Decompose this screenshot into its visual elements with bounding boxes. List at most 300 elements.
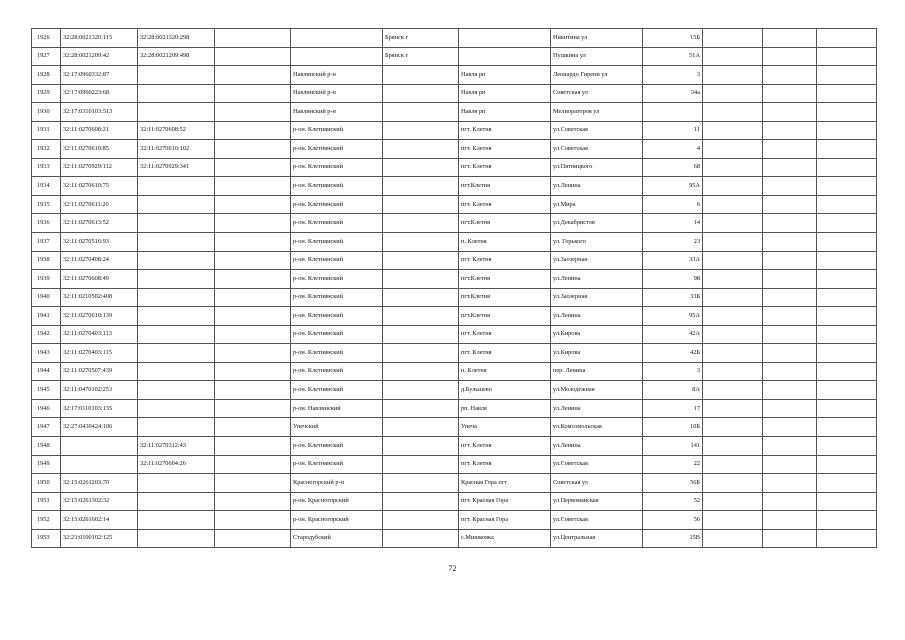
parent-cadastral-number-cell — [138, 103, 215, 122]
table-row — [32, 288, 877, 307]
extra-field-4-cell — [817, 233, 877, 252]
house-number-cell: 68 — [643, 158, 703, 177]
street-cell: ул.Советская — [551, 121, 643, 140]
row-number-cell: 1935 — [32, 195, 61, 214]
row-number-cell: 1947 — [32, 418, 61, 437]
house-number-cell: 4 — [643, 140, 703, 159]
house-number-cell: 22 — [643, 455, 703, 474]
settlement-cell: пгт.Клетня — [459, 288, 551, 307]
house-number-cell: 42А — [643, 325, 703, 344]
parent-cadastral-number-cell — [138, 84, 215, 103]
extra-field-3-cell — [763, 529, 817, 548]
settlement-cell: п. Клетня — [459, 233, 551, 252]
extra-field-2-cell — [703, 121, 763, 140]
extra-field-4-cell — [817, 325, 877, 344]
city-cell — [383, 325, 459, 344]
cadastral-number-cell: 32:27:0430424:106 — [61, 418, 138, 437]
extra-field-2-cell — [703, 381, 763, 400]
street-cell: ул.Заозерная — [551, 288, 643, 307]
house-number-cell: 23 — [643, 233, 703, 252]
extra-field-3-cell — [763, 195, 817, 214]
extra-field-3-cell — [763, 103, 817, 122]
district-cell: р-он. Клетнянский — [291, 381, 383, 400]
settlement-cell: пгт. Красная Гора — [459, 492, 551, 511]
parent-cadastral-number-cell: 32:11:0270608:52 — [138, 121, 215, 140]
parent-cadastral-number-cell: 32:28:0021320:298 — [138, 29, 215, 48]
settlement-cell: пгт.Клетня — [459, 177, 551, 196]
street-cell: ул.Комсомольская — [551, 418, 643, 437]
extra-field-4-cell — [817, 195, 877, 214]
cadastral-number-cell: 32:11:0270610:75 — [61, 177, 138, 196]
settlement-cell: Навля рп — [459, 66, 551, 85]
parent-cadastral-number-cell — [138, 474, 215, 493]
parent-cadastral-number-cell — [138, 381, 215, 400]
district-cell: р-он. Клетнянский — [291, 251, 383, 270]
row-number-cell: 1934 — [32, 177, 61, 196]
extra-field-3-cell — [763, 177, 817, 196]
extra-field-3-cell — [763, 270, 817, 289]
extra-field-3-cell — [763, 251, 817, 270]
extra-field-3-cell — [763, 325, 817, 344]
extra-field-4-cell — [817, 140, 877, 159]
street-cell: Советская ул — [551, 84, 643, 103]
extra-field-2-cell — [703, 418, 763, 437]
district-cell: р-он. Клетнянский — [291, 288, 383, 307]
table-row — [32, 511, 877, 530]
row-number-cell: 1928 — [32, 66, 61, 85]
row-number-cell: 1937 — [32, 233, 61, 252]
extra-field-4-cell — [817, 492, 877, 511]
house-number-cell: 33Б — [643, 288, 703, 307]
cadastral-number-cell: 32:15:0261302:32 — [61, 492, 138, 511]
street-cell: ул.Молодежная — [551, 381, 643, 400]
extra-field-cell — [215, 270, 291, 289]
house-number-cell: 34а — [643, 84, 703, 103]
cadastral-number-cell: 32:11:0270507:439 — [61, 362, 138, 381]
extra-field-cell — [215, 492, 291, 511]
extra-field-4-cell — [817, 158, 877, 177]
street-cell: ул.Советская — [551, 140, 643, 159]
extra-field-cell — [215, 325, 291, 344]
district-cell: р-он. Клетнянский — [291, 140, 383, 159]
cadastral-number-cell: 32:17:0310103:513 — [61, 103, 138, 122]
extra-field-4-cell — [817, 437, 877, 456]
row-number-cell: 1927 — [32, 47, 61, 66]
extra-field-4-cell — [817, 270, 877, 289]
district-cell: р-он. Клетнянский — [291, 158, 383, 177]
district-cell: Унечский — [291, 418, 383, 437]
cadastral-number-cell: 32:11:0270408:24 — [61, 251, 138, 270]
extra-field-cell — [215, 66, 291, 85]
district-cell: р-он. Клетнянский — [291, 270, 383, 289]
table-row — [32, 474, 877, 493]
extra-field-4-cell — [817, 455, 877, 474]
cadastral-number-cell: 32:11:0270611:20 — [61, 195, 138, 214]
row-number-cell: 1929 — [32, 84, 61, 103]
street-cell: ул.Кирова — [551, 344, 643, 363]
extra-field-cell — [215, 195, 291, 214]
extra-field-3-cell — [763, 158, 817, 177]
extra-field-2-cell — [703, 288, 763, 307]
extra-field-4-cell — [817, 47, 877, 66]
extra-field-2-cell — [703, 437, 763, 456]
house-number-cell: 11 — [643, 121, 703, 140]
district-cell: р-он. Клетнянский — [291, 177, 383, 196]
city-cell — [383, 307, 459, 326]
city-cell — [383, 492, 459, 511]
extra-field-cell — [215, 140, 291, 159]
row-number-cell: 1945 — [32, 381, 61, 400]
parent-cadastral-number-cell — [138, 344, 215, 363]
house-number-cell — [643, 103, 703, 122]
extra-field-2-cell — [703, 529, 763, 548]
house-number-cell: 52 — [643, 492, 703, 511]
parent-cadastral-number-cell — [138, 195, 215, 214]
district-cell: р-он. Клетнянский — [291, 233, 383, 252]
extra-field-4-cell — [817, 214, 877, 233]
parent-cadastral-number-cell: 32:11:0270604:26 — [138, 455, 215, 474]
extra-field-cell — [215, 121, 291, 140]
row-number-cell: 1951 — [32, 492, 61, 511]
cadastral-number-cell: 32:17:0960223:68 — [61, 84, 138, 103]
extra-field-4-cell — [817, 399, 877, 418]
page-number: 72 — [448, 564, 457, 573]
extra-field-cell — [215, 307, 291, 326]
settlement-cell: с.Мишковка — [459, 529, 551, 548]
extra-field-2-cell — [703, 362, 763, 381]
cadastral-number-cell: 32:15:0261203:70 — [61, 474, 138, 493]
table-row — [32, 29, 877, 48]
extra-field-4-cell — [817, 529, 877, 548]
table-row — [32, 492, 877, 511]
street-cell: ул.Центральная — [551, 529, 643, 548]
row-number-cell: 1931 — [32, 121, 61, 140]
district-cell — [291, 47, 383, 66]
extra-field-4-cell — [817, 307, 877, 326]
parent-cadastral-number-cell: 32:28:0021209:498 — [138, 47, 215, 66]
table-row — [32, 84, 877, 103]
row-number-cell: 1950 — [32, 474, 61, 493]
extra-field-2-cell — [703, 307, 763, 326]
street-cell: Леонардо Гирени ул — [551, 66, 643, 85]
extra-field-2-cell — [703, 474, 763, 493]
extra-field-cell — [215, 511, 291, 530]
extra-field-2-cell — [703, 66, 763, 85]
extra-field-3-cell — [763, 362, 817, 381]
settlement-cell: пгт.Клетня — [459, 307, 551, 326]
district-cell: Навлинский р-н — [291, 66, 383, 85]
parent-cadastral-number-cell — [138, 529, 215, 548]
house-number-cell: 3 — [643, 362, 703, 381]
house-number-cell: 3 — [643, 66, 703, 85]
table-row — [32, 344, 877, 363]
extra-field-cell — [215, 103, 291, 122]
house-number-cell: 8А — [643, 381, 703, 400]
city-cell — [383, 455, 459, 474]
parent-cadastral-number-cell — [138, 307, 215, 326]
city-cell — [383, 362, 459, 381]
settlement-cell: Унеча — [459, 418, 551, 437]
table-row — [32, 381, 877, 400]
district-cell: р-он. Клетнянский — [291, 214, 383, 233]
street-cell: ул.Ленина — [551, 177, 643, 196]
extra-field-3-cell — [763, 47, 817, 66]
city-cell — [383, 344, 459, 363]
extra-field-2-cell — [703, 29, 763, 48]
street-cell: ул.Мира — [551, 195, 643, 214]
city-cell — [383, 177, 459, 196]
city-cell — [383, 399, 459, 418]
street-cell: Никитина ул — [551, 29, 643, 48]
settlement-cell: пгт.Клетня — [459, 270, 551, 289]
house-number-cell: 15Б — [643, 29, 703, 48]
city-cell: Брянск г — [383, 29, 459, 48]
extra-field-3-cell — [763, 399, 817, 418]
extra-field-2-cell — [703, 195, 763, 214]
table-row — [32, 158, 877, 177]
table-row — [32, 418, 877, 437]
address-table-sheet — [31, 28, 876, 543]
city-cell — [383, 214, 459, 233]
street-cell: ул.Первомайская — [551, 492, 643, 511]
table-row — [32, 251, 877, 270]
house-number-cell: 15В — [643, 529, 703, 548]
district-cell: р-он. Клетнянский — [291, 195, 383, 214]
address-table — [31, 28, 877, 548]
extra-field-4-cell — [817, 66, 877, 85]
street-cell: ул.Ленина — [551, 270, 643, 289]
extra-field-2-cell — [703, 455, 763, 474]
city-cell — [383, 121, 459, 140]
extra-field-3-cell — [763, 121, 817, 140]
city-cell — [383, 103, 459, 122]
parent-cadastral-number-cell — [138, 233, 215, 252]
extra-field-2-cell — [703, 270, 763, 289]
parent-cadastral-number-cell — [138, 418, 215, 437]
district-cell: р-он. Клетнянский — [291, 121, 383, 140]
table-row — [32, 270, 877, 289]
city-cell — [383, 474, 459, 493]
extra-field-2-cell — [703, 214, 763, 233]
settlement-cell — [459, 47, 551, 66]
row-number-cell: 1949 — [32, 455, 61, 474]
district-cell: р-он. Навлинский — [291, 399, 383, 418]
table-row — [32, 529, 877, 548]
settlement-cell: Красная Гора пгт — [459, 474, 551, 493]
table-row — [32, 307, 877, 326]
parent-cadastral-number-cell — [138, 492, 215, 511]
extra-field-2-cell — [703, 399, 763, 418]
row-number-cell: 1938 — [32, 251, 61, 270]
house-number-cell: 98 — [643, 270, 703, 289]
street-cell: ул.Советская — [551, 455, 643, 474]
extra-field-2-cell — [703, 233, 763, 252]
extra-field-3-cell — [763, 381, 817, 400]
street-cell: ул.Ленина — [551, 437, 643, 456]
extra-field-4-cell — [817, 29, 877, 48]
cadastral-number-cell: 32:11:0270929:112 — [61, 158, 138, 177]
city-cell — [383, 418, 459, 437]
row-number-cell: 1930 — [32, 103, 61, 122]
extra-field-cell — [215, 418, 291, 437]
house-number-cell: 56 — [643, 511, 703, 530]
parent-cadastral-number-cell — [138, 288, 215, 307]
extra-field-3-cell — [763, 84, 817, 103]
house-number-cell: 33А — [643, 251, 703, 270]
cadastral-number-cell: 32:15:0261602:14 — [61, 511, 138, 530]
table-row — [32, 362, 877, 381]
row-number-cell: 1942 — [32, 325, 61, 344]
table-row — [32, 325, 877, 344]
extra-field-3-cell — [763, 474, 817, 493]
house-number-cell: 95А — [643, 307, 703, 326]
parent-cadastral-number-cell: 32:11:0270312:43 — [138, 437, 215, 456]
extra-field-2-cell — [703, 325, 763, 344]
street-cell: ул.Декабристов — [551, 214, 643, 233]
settlement-cell: Навля рп — [459, 84, 551, 103]
row-number-cell: 1926 — [32, 29, 61, 48]
extra-field-cell — [215, 47, 291, 66]
table-row — [32, 195, 877, 214]
city-cell — [383, 233, 459, 252]
settlement-cell: д.Бульшево — [459, 381, 551, 400]
district-cell: р-он. Клетнянский — [291, 307, 383, 326]
house-number-cell: 6 — [643, 195, 703, 214]
table-row — [32, 437, 877, 456]
table-row — [32, 455, 877, 474]
table-row — [32, 140, 877, 159]
settlement-cell: пгт.Клетня — [459, 214, 551, 233]
district-cell: Навлинский р-н — [291, 84, 383, 103]
table-body — [32, 29, 877, 548]
extra-field-cell — [215, 474, 291, 493]
settlement-cell: пгт. Клетня — [459, 195, 551, 214]
cadastral-number-cell: 32:11:0470102:253 — [61, 381, 138, 400]
city-cell — [383, 158, 459, 177]
city-cell: Брянск г — [383, 47, 459, 66]
street-cell: Мелиораторов ул — [551, 103, 643, 122]
street-cell: ул.Заозерная — [551, 251, 643, 270]
district-cell: р-он. Клетнянский — [291, 344, 383, 363]
extra-field-cell — [215, 437, 291, 456]
extra-field-cell — [215, 29, 291, 48]
extra-field-cell — [215, 158, 291, 177]
district-cell — [291, 29, 383, 48]
settlement-cell: пгт. Клетня — [459, 158, 551, 177]
table-row — [32, 66, 877, 85]
extra-field-3-cell — [763, 214, 817, 233]
district-cell: Красногорский р-н — [291, 474, 383, 493]
table-row — [32, 121, 877, 140]
extra-field-3-cell — [763, 344, 817, 363]
cadastral-number-cell: 32:28:0021320:115 — [61, 29, 138, 48]
extra-field-4-cell — [817, 418, 877, 437]
parent-cadastral-number-cell: 32:11:0270929:341 — [138, 158, 215, 177]
table-row — [32, 214, 877, 233]
city-cell — [383, 288, 459, 307]
extra-field-4-cell — [817, 121, 877, 140]
parent-cadastral-number-cell: 32:11:0270610:102 — [138, 140, 215, 159]
district-cell: р-он. Клетнянский — [291, 437, 383, 456]
district-cell: р-он. Красногорский — [291, 511, 383, 530]
cadastral-number-cell: 32:11:0270608:49 — [61, 270, 138, 289]
city-cell — [383, 381, 459, 400]
settlement-cell: пгт. Клетня — [459, 251, 551, 270]
parent-cadastral-number-cell — [138, 362, 215, 381]
street-cell: ул.Пятницкого — [551, 158, 643, 177]
row-number-cell: 1933 — [32, 158, 61, 177]
parent-cadastral-number-cell — [138, 511, 215, 530]
district-cell: р-он. Клетнянский — [291, 455, 383, 474]
table-row — [32, 103, 877, 122]
settlement-cell: пгт. Клетня — [459, 437, 551, 456]
cadastral-number-cell: 32:11:0270610:139 — [61, 307, 138, 326]
cadastral-number-cell: 32:11:0270613:52 — [61, 214, 138, 233]
settlement-cell: п. Клетня — [459, 362, 551, 381]
settlement-cell: рп. Навля — [459, 399, 551, 418]
city-cell — [383, 270, 459, 289]
row-number-cell: 1944 — [32, 362, 61, 381]
house-number-cell: 10Б — [643, 418, 703, 437]
extra-field-3-cell — [763, 140, 817, 159]
city-cell — [383, 84, 459, 103]
extra-field-cell — [215, 233, 291, 252]
district-cell: Навлинский р-н — [291, 103, 383, 122]
extra-field-3-cell — [763, 492, 817, 511]
row-number-cell: 1940 — [32, 288, 61, 307]
extra-field-4-cell — [817, 474, 877, 493]
parent-cadastral-number-cell — [138, 66, 215, 85]
city-cell — [383, 529, 459, 548]
cadastral-number-cell: 32:11:0270608:21 — [61, 121, 138, 140]
row-number-cell: 1932 — [32, 140, 61, 159]
extra-field-4-cell — [817, 84, 877, 103]
table-row — [32, 233, 877, 252]
extra-field-4-cell — [817, 288, 877, 307]
cadastral-number-cell: 32:11:0210502:408 — [61, 288, 138, 307]
row-number-cell: 1948 — [32, 437, 61, 456]
extra-field-cell — [215, 214, 291, 233]
extra-field-cell — [215, 84, 291, 103]
cadastral-number-cell — [61, 437, 138, 456]
cadastral-number-cell: 32:11:0270516:93 — [61, 233, 138, 252]
row-number-cell: 1952 — [32, 511, 61, 530]
extra-field-3-cell — [763, 66, 817, 85]
extra-field-3-cell — [763, 307, 817, 326]
city-cell — [383, 66, 459, 85]
extra-field-cell — [215, 399, 291, 418]
extra-field-cell — [215, 362, 291, 381]
row-number-cell: 1941 — [32, 307, 61, 326]
row-number-cell: 1946 — [32, 399, 61, 418]
settlement-cell: пгт. Клетня — [459, 325, 551, 344]
extra-field-3-cell — [763, 233, 817, 252]
street-cell: ул.Кирова — [551, 325, 643, 344]
cadastral-number-cell: 32:11:0270610:85 — [61, 140, 138, 159]
settlement-cell: пгт. Клетня — [459, 344, 551, 363]
extra-field-cell — [215, 455, 291, 474]
house-number-cell: 42Б — [643, 344, 703, 363]
street-cell: ул.Советская — [551, 511, 643, 530]
row-number-cell: 1943 — [32, 344, 61, 363]
extra-field-4-cell — [817, 177, 877, 196]
city-cell — [383, 140, 459, 159]
street-cell: ул.Ленина — [551, 399, 643, 418]
table-row — [32, 47, 877, 66]
settlement-cell — [459, 29, 551, 48]
district-cell: р-он. Клетнянский — [291, 325, 383, 344]
extra-field-4-cell — [817, 381, 877, 400]
